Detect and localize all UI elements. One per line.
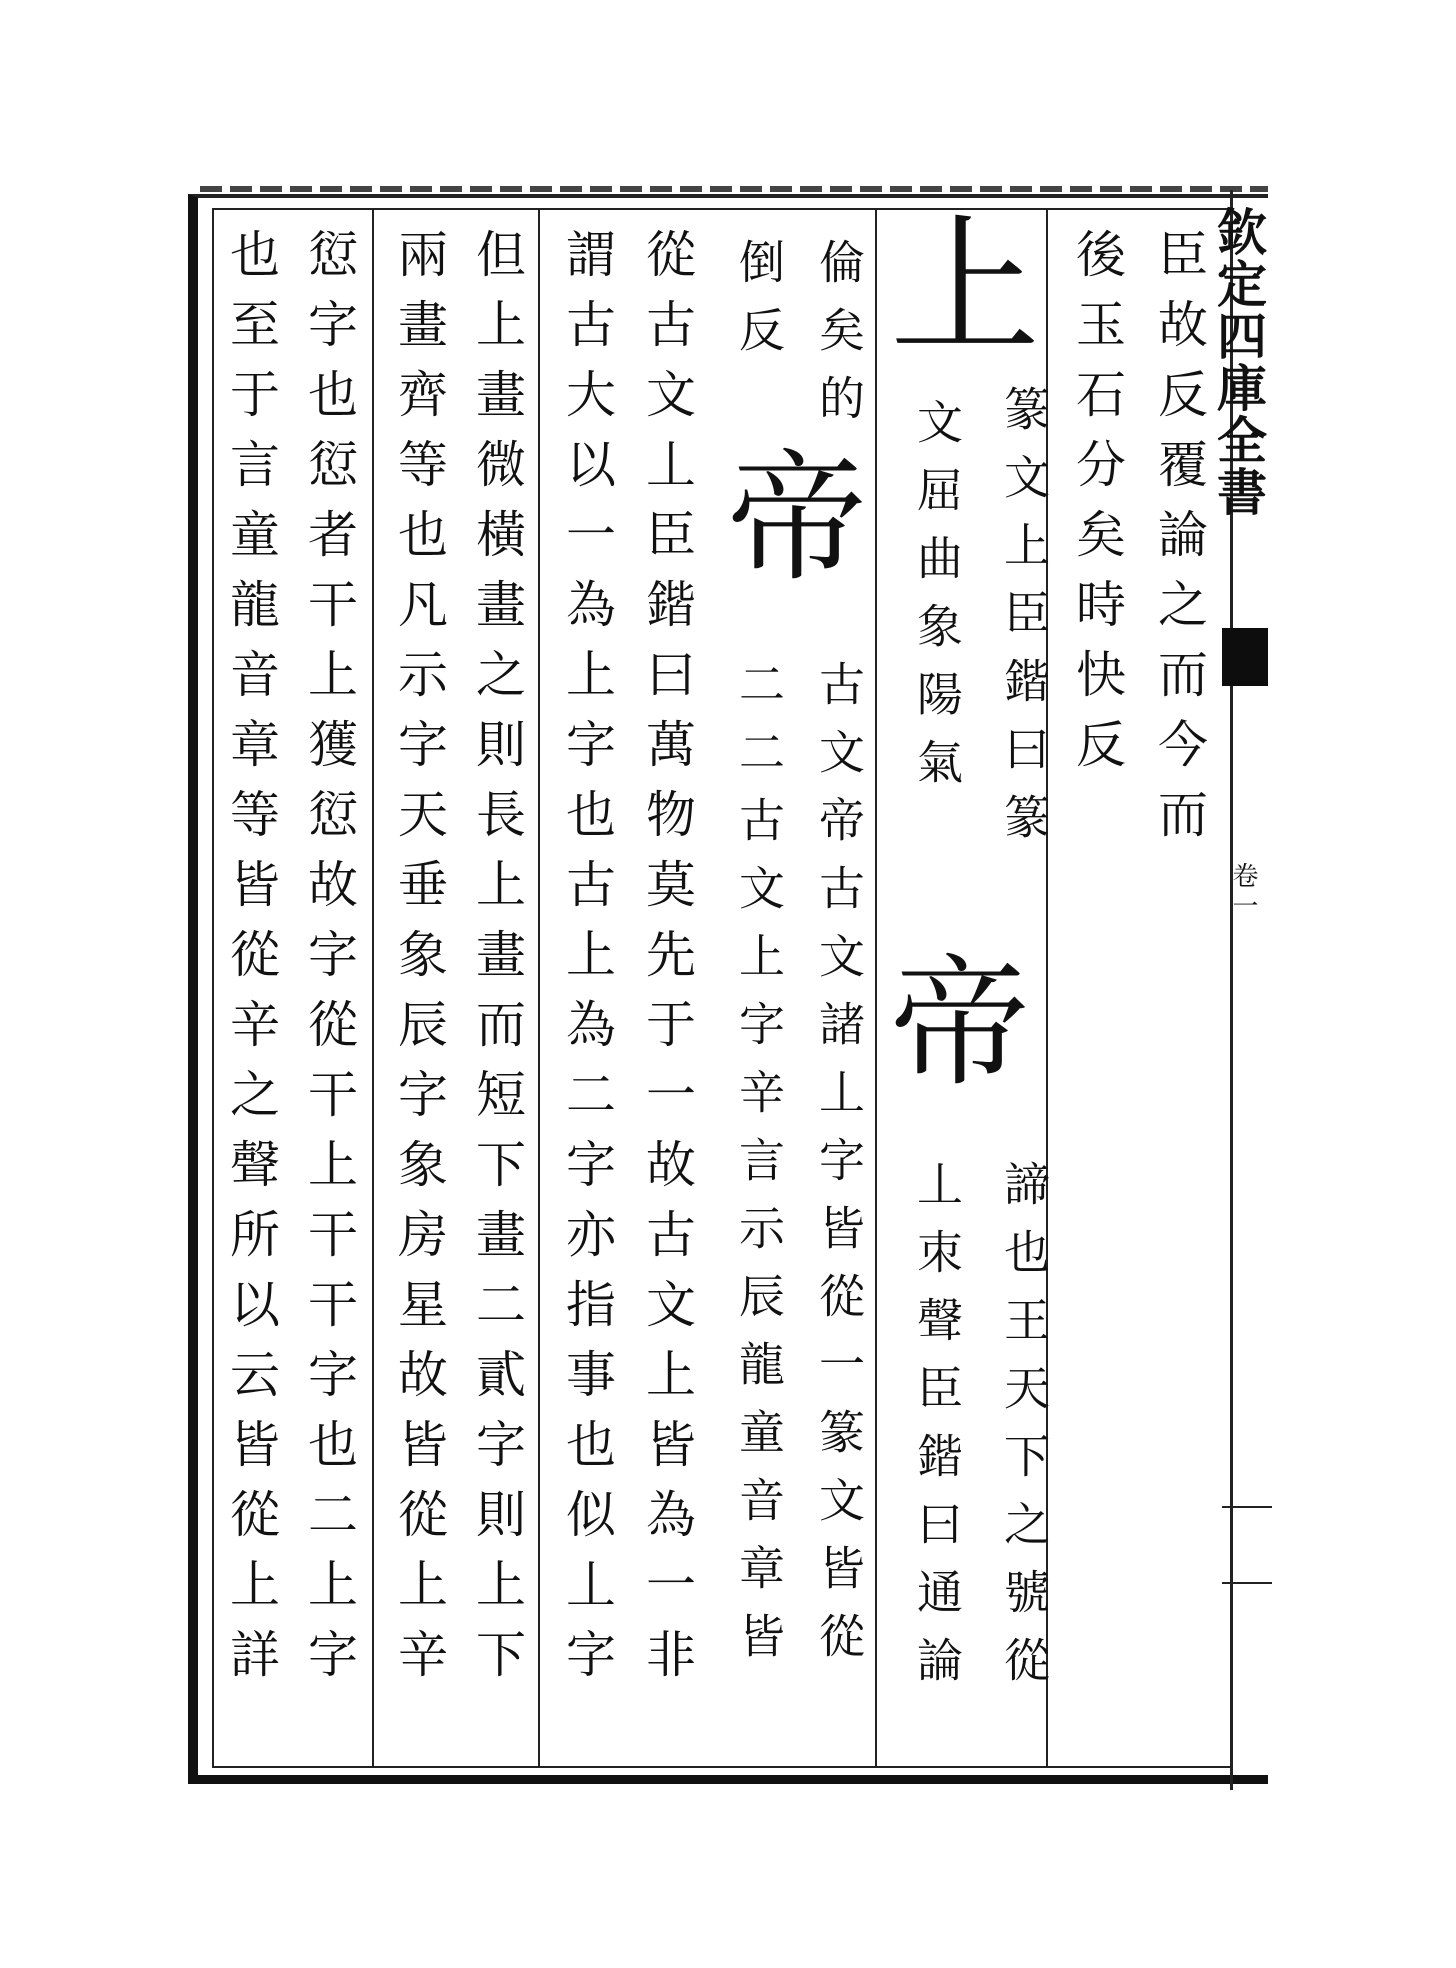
text-column-4-top <box>898 398 976 806</box>
text-column-9 <box>458 228 536 1698</box>
text-column-11 <box>290 228 368 1698</box>
seal-block-shang <box>890 201 1041 375</box>
column-text: 文屈曲象陽氣 <box>910 398 964 806</box>
seal-character-di: 帝 <box>726 438 867 601</box>
column-text: 丄朿聲臣鍇曰通論 <box>910 1160 964 1704</box>
column-rule <box>372 210 374 1766</box>
column-text: 謂古大以一為上字也古上為二字亦指事也似丄字 <box>558 228 616 1698</box>
book-title: 欽定四庫全書 <box>1209 206 1268 518</box>
seal-block-di-left <box>722 440 872 600</box>
column-text: 也至于言童龍音章等皆從辛之聲所以云皆從上詳 <box>222 228 280 1698</box>
fish-tail-mark <box>1222 628 1268 686</box>
text-column-3-top <box>985 385 1063 861</box>
column-text: 篆文上臣鍇曰篆 <box>997 385 1051 861</box>
column-text: 從古文丄臣鍇曰萬物莫先于一故古文上皆為一非 <box>638 228 696 1698</box>
column-text: 倫矣的 <box>812 238 866 442</box>
seal-character-di: 帝 <box>889 943 1030 1106</box>
text-column-5-top <box>800 238 878 442</box>
text-column-6-top <box>720 238 798 374</box>
volume-label: 卷一 <box>1228 862 1258 922</box>
top-border-rule <box>200 186 1268 192</box>
column-text: 二二古文上字辛言示辰龍童音章皆 <box>732 660 786 1680</box>
margin-rule <box>1222 1506 1272 1508</box>
text-column-4-bottom <box>898 1160 976 1704</box>
text-column-1 <box>1140 228 1218 858</box>
column-text: 諦也王天下之號從 <box>997 1160 1051 1704</box>
column-text: 後玉石分矣時快反 <box>1068 228 1126 788</box>
column-text: 臣故反覆論之而今而 <box>1150 228 1208 858</box>
column-text: 古文帝古文諸丄字皆從一篆文皆從 <box>812 660 866 1680</box>
seal-block-di-right <box>885 945 1035 1105</box>
text-column-6-bottom <box>720 660 798 1680</box>
text-column-3-bottom <box>985 1160 1063 1704</box>
column-text: 兩畫齊等也凡示字天垂象辰字象房星故皆從上辛 <box>390 228 448 1698</box>
text-column-2 <box>1058 228 1136 788</box>
column-text: 倒反 <box>732 238 786 374</box>
column-text: 但上畫微橫畫之則長上畫而短下畫二貳字則上下 <box>468 228 526 1698</box>
text-column-10 <box>380 228 458 1698</box>
text-column-12 <box>212 228 290 1698</box>
margin-rule <box>1222 1582 1272 1584</box>
text-column-7 <box>628 228 706 1698</box>
seal-character-shang: 上 <box>890 201 1041 375</box>
column-text: 愆字也愆者干上獲愆故字從干上干干字也二上字 <box>300 228 358 1698</box>
text-column-8 <box>548 228 626 1698</box>
text-column-5-bottom <box>800 660 878 1680</box>
column-rule <box>538 210 540 1766</box>
